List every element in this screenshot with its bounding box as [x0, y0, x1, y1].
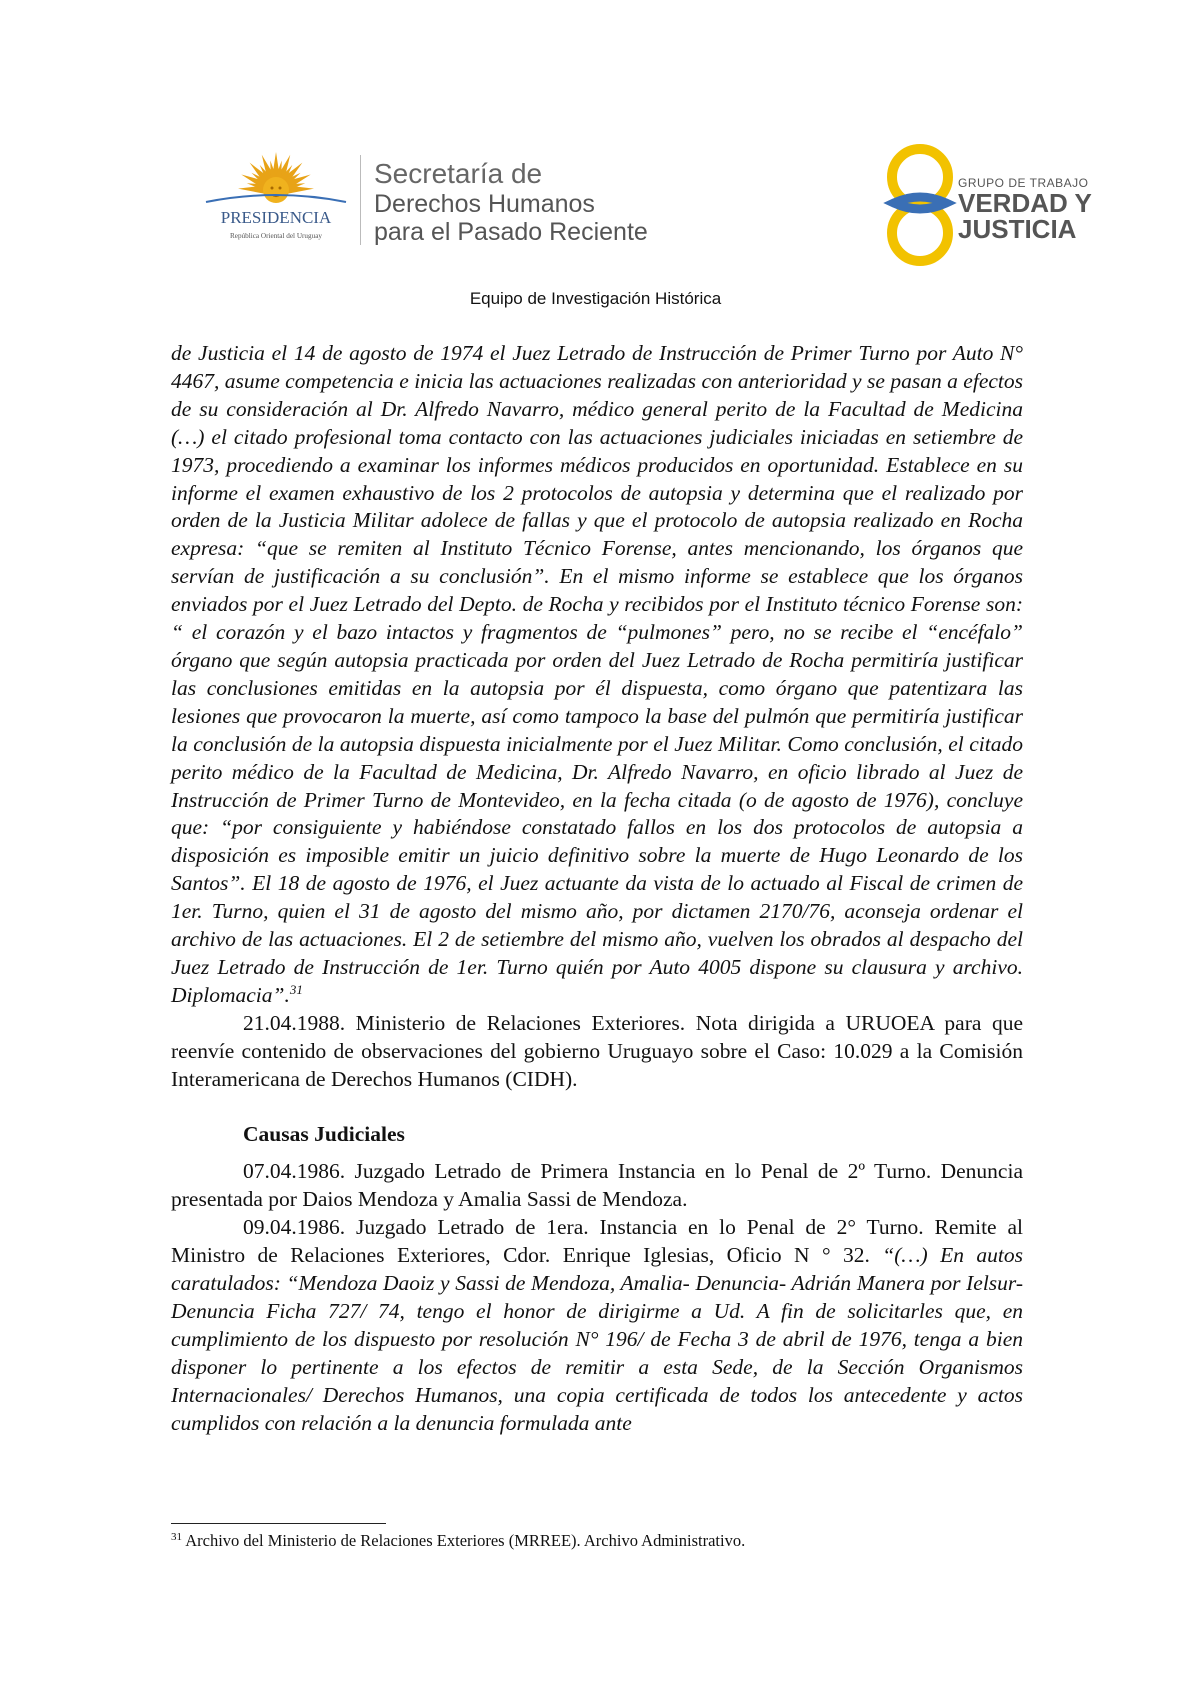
secretaria-line2: Derechos Humanos	[374, 190, 595, 218]
footnote-number: 31	[171, 1531, 182, 1543]
secretaria-title	[374, 158, 648, 246]
header-divider	[360, 155, 361, 245]
entry-1986-b-italic: “(…) En autos caratulados: “Mendoza Daoiz y Sassi de Mendoza, Amalia- Denuncia- Adrián Manera por Ielsur- Denuncia Ficha 727/ 74, tengo el honor de dirigirme a Ud. A fin de solicitarles que, en cumplimiento de los dispuesto por resolución N° 196/ de Fecha 3 de abril de 1976, tenga a bien disponer lo pertinente a los efectos de remitir a esta Sede, de la Sección Organismos Internacionales/ Derechos Humanos, una copia certificada de todos los antecedente y actos cumplidos con relación a la denuncia formulada ante	[171, 1243, 1023, 1435]
secretaria-line1: Secretaría de	[374, 158, 543, 189]
presidencia-label: PRESIDENCIA	[220, 208, 332, 227]
quote-paragraph	[171, 340, 1023, 1010]
section-title: Causas Judiciales	[243, 1122, 405, 1147]
presidencia-sub: República Oriental del Uruguay	[229, 232, 323, 240]
entry-1986-b	[171, 1214, 1023, 1437]
footnote-rule	[171, 1523, 386, 1524]
footnote	[171, 1531, 1023, 1551]
verdad-justicia-rings-logo	[880, 143, 970, 268]
grupo-trabajo-title	[958, 176, 1092, 242]
document-body	[171, 340, 1023, 1437]
quote-text: de Justicia el 14 de agosto de 1974 el Juez Letrado de Instrucción de Primer Turno por Auto N° 4467, asume competencia e inicia las actuaciones realizadas con anterioridad y se pasan a efectos de su consideración al Dr. Alfredo Navarro, médico general perito de la Facultad de Medicina (…) el citado profesional toma contacto con las actuaciones judiciales iniciadas en setiembre de 1973, procediendo a examinar los informes médicos producidos en oportunidad. Establece en su informe el examen exhaustivo de los 2 protocolos de autopsia y determina que el realizado por orden de la Justicia Militar adolece de fallas y que el protocolo de autopsia realizado en Rocha expresa: “que se remiten al Instituto Técnico Forense, antes mencionando, los órganos que servían de justificación a su conclusión”. En el mismo informe se establece que los órganos enviados por el Juez Letrado del Depto. de Rocha y recibidos por el Instituto técnico Forense son: “ el corazón y el bazo intactos y fragmentos de “pulmones” pero, no se recibe el “encéfalo” órgano que según autopsia practicada por orden del Juez Letrado de Rocha permitiría justificar las conclusiones emitidas en la autopsia por él dispuesta, como órgano que patentizara las lesiones que provocaron la muerte, así como tampoco la base del pulmón que permitiría justificar la conclusión de la autopsia dispuesta inicialmente por el Juez Militar. Como conclusión, el citado perito médico de la Facultad de Medicina, Dr. Alfredo Navarro, en oficio librado al Juez de Instrucción de Primer Turno de Montevideo, en la fecha citada (o de agosto de 1976), concluye que: “por consiguiente y habiéndose constatado fallos en los dos protocolos de autopsia a disposición es imposible emitir un juicio definitivo sobre la muerte de Hugo Leonardo de los Santos”. El 18 de agosto de 1976, el Juez actuante da vista de lo actuado al Fiscal de crimen de 1er. Turno, quien el 31 de agosto del mismo año, por dictamen 2170/76, aconseja ordenar el archivo de las actuaciones. El 2 de setiembre del mismo año, vuelven los obrados al despacho del Juez Letrado de Instrucción de 1er. Turno quién por Auto 4005 dispone su clausura y archivo. Diplomacia”.	[171, 341, 1023, 1007]
grupo-line3: JUSTICIA	[958, 214, 1077, 244]
entry-1986-a: 07.04.1986. Juzgado Letrado de Primera Instancia en lo Penal de 2º Turno. Denuncia presentada por Daios Mendoza y Amalia Sassi de Mendoza.	[171, 1159, 1023, 1212]
presidencia-sun-logo	[196, 150, 356, 250]
entry-1986-b-plain: 09.04.1986. Juzgado Letrado de 1era. Instancia en lo Penal de 2° Turno. Remite al Ministro de Relaciones Exteriores, Cdor. Enrique Iglesias, Oficio N ° 32.	[171, 1215, 1023, 1268]
page-header	[0, 0, 1191, 280]
footnote-ref: 31	[289, 981, 303, 997]
entry-1988: 21.04.1988. Ministerio de Relaciones Exteriores. Nota dirigida a URUOEA para que reenvíe contenido de observaciones del gobierno Uruguayo sobre el Caso: 10.029 a la Comisión Interamericana de Derechos Humanos (CIDH).	[171, 1010, 1023, 1091]
grupo-line1: GRUPO DE TRABAJO	[958, 176, 1089, 190]
document-heading: Equipo de Investigación Histórica	[469, 289, 722, 308]
grupo-line2: VERDAD Y	[958, 188, 1092, 218]
secretaria-line3: para el Pasado Reciente	[374, 218, 648, 246]
footnote-text: Archivo del Ministerio de Relaciones Exteriores (MRREE). Archivo Administrativo.	[182, 1531, 746, 1550]
